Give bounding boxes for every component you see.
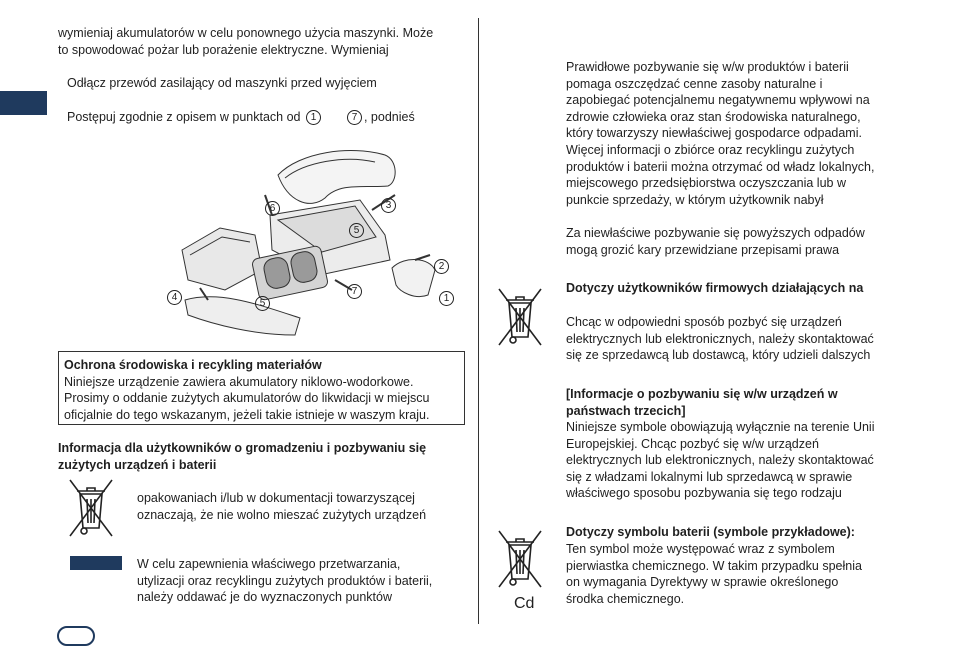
step-number-badge: 7 xyxy=(347,110,362,125)
instruction-unplug: Odłącz przewód zasilający od maszynki przed wyjęciem xyxy=(67,76,377,90)
text-line: punkcie sprzedaży, w którym użytkownik nabył xyxy=(566,192,824,207)
environment-recycling-box xyxy=(58,351,465,425)
text-line: oznaczają, że nie wolno mieszać zużytych urządzeń xyxy=(137,507,427,522)
third-countries-paragraph xyxy=(566,419,906,502)
diagram-callout xyxy=(253,295,272,312)
text-line: się ze sprzedawcą lub dostawcą, który udzieli dalszych xyxy=(566,348,871,363)
info-heading xyxy=(58,440,468,473)
text-line: środka chemicznego. xyxy=(566,591,685,606)
business-heading: Dotyczy użytkowników firmowych działających na xyxy=(566,281,864,295)
text-line: W celu zapewnienia właściwego przetwarzania, xyxy=(137,557,401,571)
crossed-bin-icon xyxy=(495,285,545,349)
third-countries-heading xyxy=(566,386,906,419)
step-number-badge: 1 xyxy=(306,110,321,125)
crossed-bin-icon xyxy=(495,527,545,591)
text-line: pierwiastka chemicznego. W takim przypadku spełnia xyxy=(566,558,862,573)
text-line: zdrowie człowieka oraz stan środowiska naturalnego, xyxy=(566,109,861,124)
diagram-callout-number: 5 xyxy=(255,296,270,311)
text-line: Europejskiej. Chcąc pozbyć się w/w urządzeń xyxy=(566,436,819,451)
section-tab-marker xyxy=(0,91,47,115)
text-line: Niniejsze urządzenie zawiera akumulatory niklowo-wodorkowe. xyxy=(64,374,414,389)
instruction-steps xyxy=(67,109,467,126)
disposal-paragraph xyxy=(566,59,906,208)
business-paragraph xyxy=(566,314,906,364)
text-line: państwach trzecich] xyxy=(566,403,686,418)
text-line: elektrycznych lub elektronicznych, należy skontaktować xyxy=(566,453,874,468)
diagram-callout-number: 7 xyxy=(347,284,362,299)
text-line: pomaga oszczędzać cenne zasoby naturalne i xyxy=(566,76,823,91)
diagram-callout xyxy=(347,222,366,239)
text-line: produktów i baterii można otrzymać od władz lokalnych, xyxy=(566,159,875,174)
text-line: Chcąc w odpowiedni sposób pozbyć się urządzeń xyxy=(566,315,842,329)
text-line: mogą grozić kary przewidziane przepisami prawa xyxy=(566,242,840,257)
text-line: oficjalnie do tego wskazanym, jeżeli takie istnieje w waszym kraju. xyxy=(64,407,430,422)
cd-chemical-symbol: Cd xyxy=(514,595,535,612)
shaver-disassembly-diagram xyxy=(160,140,460,340)
battery-symbol-paragraph xyxy=(566,541,906,607)
text-line: zużytych urządzeń i baterii xyxy=(58,457,217,472)
diagram-callout-number: 2 xyxy=(434,259,449,274)
text-line: [Informacje o pozbywaniu się w/w urządzeń w xyxy=(566,387,838,401)
diagram-callout-number: 6 xyxy=(265,201,280,216)
processing-paragraph xyxy=(137,556,467,606)
diagram-callout-number: 4 xyxy=(167,290,182,305)
text-line: Prawidłowe pozbywanie się w/w produktów i baterii xyxy=(566,60,849,74)
diagram-callout-number: 1 xyxy=(439,291,454,306)
text-line: należy oddawać je do wyznaczonych punktów xyxy=(137,590,393,605)
text-line: właściwego sposobu pozbywania się tego rodzaju xyxy=(566,486,842,501)
text-line: wymieniaj akumulatorów w celu ponownego użycia maszynki. Może xyxy=(58,26,434,40)
env-box-title: Ochrona środowiska i recykling materiałów xyxy=(64,358,322,372)
text-line: to spowodować pożar lub porażenie elektryczne. Wymieniaj xyxy=(58,42,389,57)
battery-warning-paragraph xyxy=(58,25,468,58)
text-line: który towarzyszy niewłaściwej gospodarce odpadami. xyxy=(566,126,862,141)
crossed-bin-icon xyxy=(66,476,116,540)
diagram-callout-number: 3 xyxy=(381,198,396,213)
text-line: Więcej informacji o zbiórce oraz recyklingu zużytych xyxy=(566,142,855,157)
diagram-callout xyxy=(345,283,364,300)
penalty-paragraph xyxy=(566,225,906,258)
text-line: się z władzami lokalnymi lub sprzedawcą w sprawie xyxy=(566,469,853,484)
text-line: miejscowego przedsiębiorstwa oczyszczania lub w xyxy=(566,176,846,191)
diagram-callout xyxy=(437,290,456,307)
text-line: Niniejsze symbole obowiązują wyłącznie na terenie Unii xyxy=(566,420,875,434)
diagram-callout xyxy=(432,258,451,275)
text-line: Prosimy o oddanie zużytych akumulatorów do likwidacji w miejscu xyxy=(64,391,430,406)
diagram-callout-number: 5 xyxy=(349,223,364,238)
instruction-steps-prefix: Postępuj zgodnie z opisem w punktach od xyxy=(67,110,301,124)
text-line: elektrycznych lub elektronicznych, należy skontaktować xyxy=(566,331,874,346)
instruction-steps-suffix: , podnieś xyxy=(363,110,415,124)
text-line: utylizacji oraz recyklingu zużytych produktów i baterii, xyxy=(137,573,433,588)
diagram-callout xyxy=(263,200,282,217)
bin-symbol-text xyxy=(137,490,467,523)
diagram-callout xyxy=(165,289,184,306)
battery-symbol-heading: Dotyczy symbolu baterii (symbole przykładowe): xyxy=(566,525,855,539)
text-line: on wymagania Dyrektywy w sprawie określonego xyxy=(566,575,839,590)
separate-collection-bar xyxy=(70,556,122,570)
column-divider xyxy=(478,18,479,624)
text-line: opakowaniach i/lub w dokumentacji towarzyszącej xyxy=(137,491,415,505)
page-number-oval xyxy=(57,626,95,646)
diagram-callout xyxy=(379,197,398,214)
text-line: zapobiegać potencjalnemu negatywnemu wpływowi na xyxy=(566,93,870,108)
text-line: Informacja dla użytkowników o gromadzeniu i pozbywaniu się xyxy=(58,441,427,455)
text-line: Ten symbol może występować wraz z symbolem xyxy=(566,542,835,556)
text-line: Za niewłaściwe pozbywanie się powyższych odpadów xyxy=(566,226,865,240)
